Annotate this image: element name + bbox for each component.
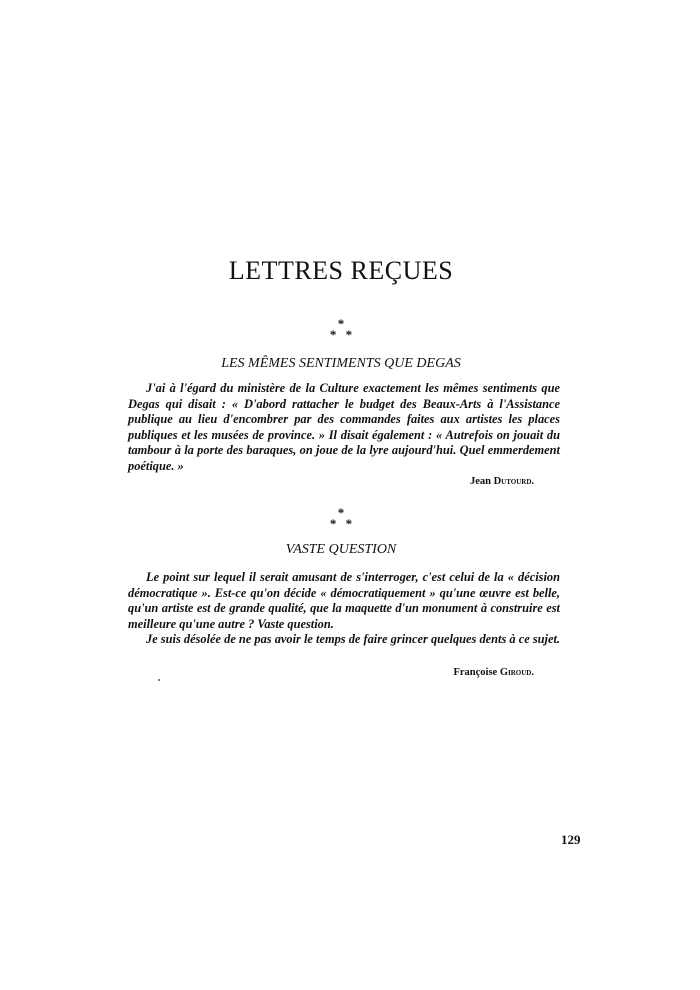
letter-paragraph: Le point sur lequel il serait amusant de s'interroger, c'est celui de la « décision démocratique ». Est-ce qu'on décide « démocratiquement » qu'une œuvre est belle, qu'un artiste est de grande qualité, que la maquette d'un monument à construire est meilleure qu'une autre ? Vaste question.: [128, 570, 560, 631]
page-speck: [158, 679, 160, 681]
asterism-top: *: [337, 505, 345, 520]
asterism-top: *: [337, 316, 345, 331]
asterism-divider: [0, 507, 682, 529]
letter-paragraph: Je suis désolée de ne pas avoir le temps de faire grincer quelques dents à ce sujet.: [146, 632, 561, 646]
page-number: 129: [561, 832, 581, 847]
author-last-name: Dutourd.: [493, 476, 534, 487]
letter-signature: [470, 476, 534, 487]
letter-signature: [453, 667, 534, 678]
asterism-bottom: * *: [329, 516, 353, 531]
section-title: LES MÊMES SENTIMENTS QUE DEGAS: [221, 356, 461, 371]
letter-paragraph: J'ai à l'égard du ministère de la Culture exactement les mêmes sentiments que Degas qui disait : « D'abord rattacher le budget des Beaux-Arts à l'Assistance publique au lieu d'encombrer par des commandes faites aux artistes les places publiques et les musées de province. » Il disait également : « Autrefois on jouait du tambour à la porte des baraques, on joue de la lyre aujourd'hui. Quel emmerdement poétique. »: [128, 381, 560, 473]
author-first-name: Françoise: [453, 667, 498, 678]
page-title: LETTRES REÇUES: [228, 256, 454, 285]
author-last-name: Giroud.: [499, 667, 534, 678]
section-title: VASTE QUESTION: [285, 542, 397, 557]
author-first-name: Jean: [469, 476, 491, 487]
asterism-bottom: * *: [329, 327, 353, 342]
asterism-divider: [0, 318, 682, 340]
